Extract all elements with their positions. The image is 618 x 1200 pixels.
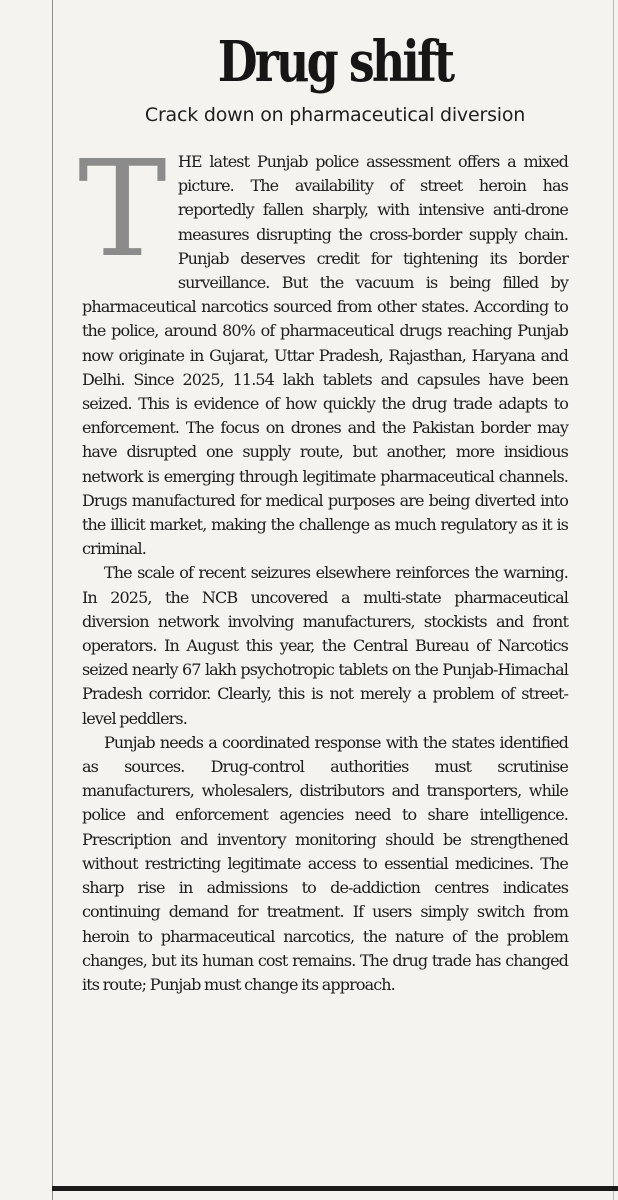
article-paragraph-2: The scale of recent seizures elsewhere reinforces the warning. In 2025, the NCB uncovered a multi-state pharmaceutical diversion network involving manufacturers, stockists and front operators. In August this year, the Central Bureau of Narcotics seized nearly 67 lakh psychotropic tablets on the Punjab-Himachal Pradesh corridor. Clearly, this is not merely a problem of street-level peddlers. [82, 563, 568, 728]
article-body [78, 133, 568, 997]
bottom-rule [52, 1186, 618, 1191]
column-rule-right [613, 0, 614, 1200]
paragraph-1-text: HE latest Punjab police assessment offers a mixed picture. The availability of street heroin has reportedly fallen sharply, with intensive anti-drone measures disrupting the cross-border supply chain. Punjab deserves credit for tightening its border surveillance. But the vacuum is being filled by pharmaceutical narcotics sourced from other states. According to the police, around 80% of pharmaceutical drugs reaching Punjab now originate in Gujarat, Uttar Pradesh, Rajasthan, Haryana and Delhi. Since 2025, 11.54 lakh tablets and capsules have been seized. This is evidence of how quickly the drug trade adapts to enforcement. The focus on drones and the Pakistan border may have disrupted one supply route, but another, more insidious network is emerging through legitimate pharmaceutical channels. Drugs manufactured for medical purposes are being diverted into the illicit market, making the challenge as much regulatory as it is criminal. [82, 152, 568, 559]
strapline: Crack down on pharmaceutical diversion [144, 104, 526, 126]
article-paragraph-1 [78, 133, 568, 561]
article-paragraph-3: Punjab needs a coordinated response with the states identified as sources. Drug-control authorities must scrutinise manufacturers, wholesalers, distributors and transporters, while police and enforcement agencies need to share intelligence. Prescription and inventory monitoring should be strengthened without restricting legitimate access to essential medicines. The sharp rise in admissions to de-addiction centres indicates continuing demand for treatment. If users simply switch from heroin to pharmaceutical narcotics, the nature of the problem changes, but its human cost remains. The drug trade has changed its route; Punjab must change its approach. [82, 732, 568, 994]
drop-cap: T [78, 133, 166, 287]
headline: Drug shift [217, 29, 453, 95]
column-rule-left [52, 0, 53, 1200]
